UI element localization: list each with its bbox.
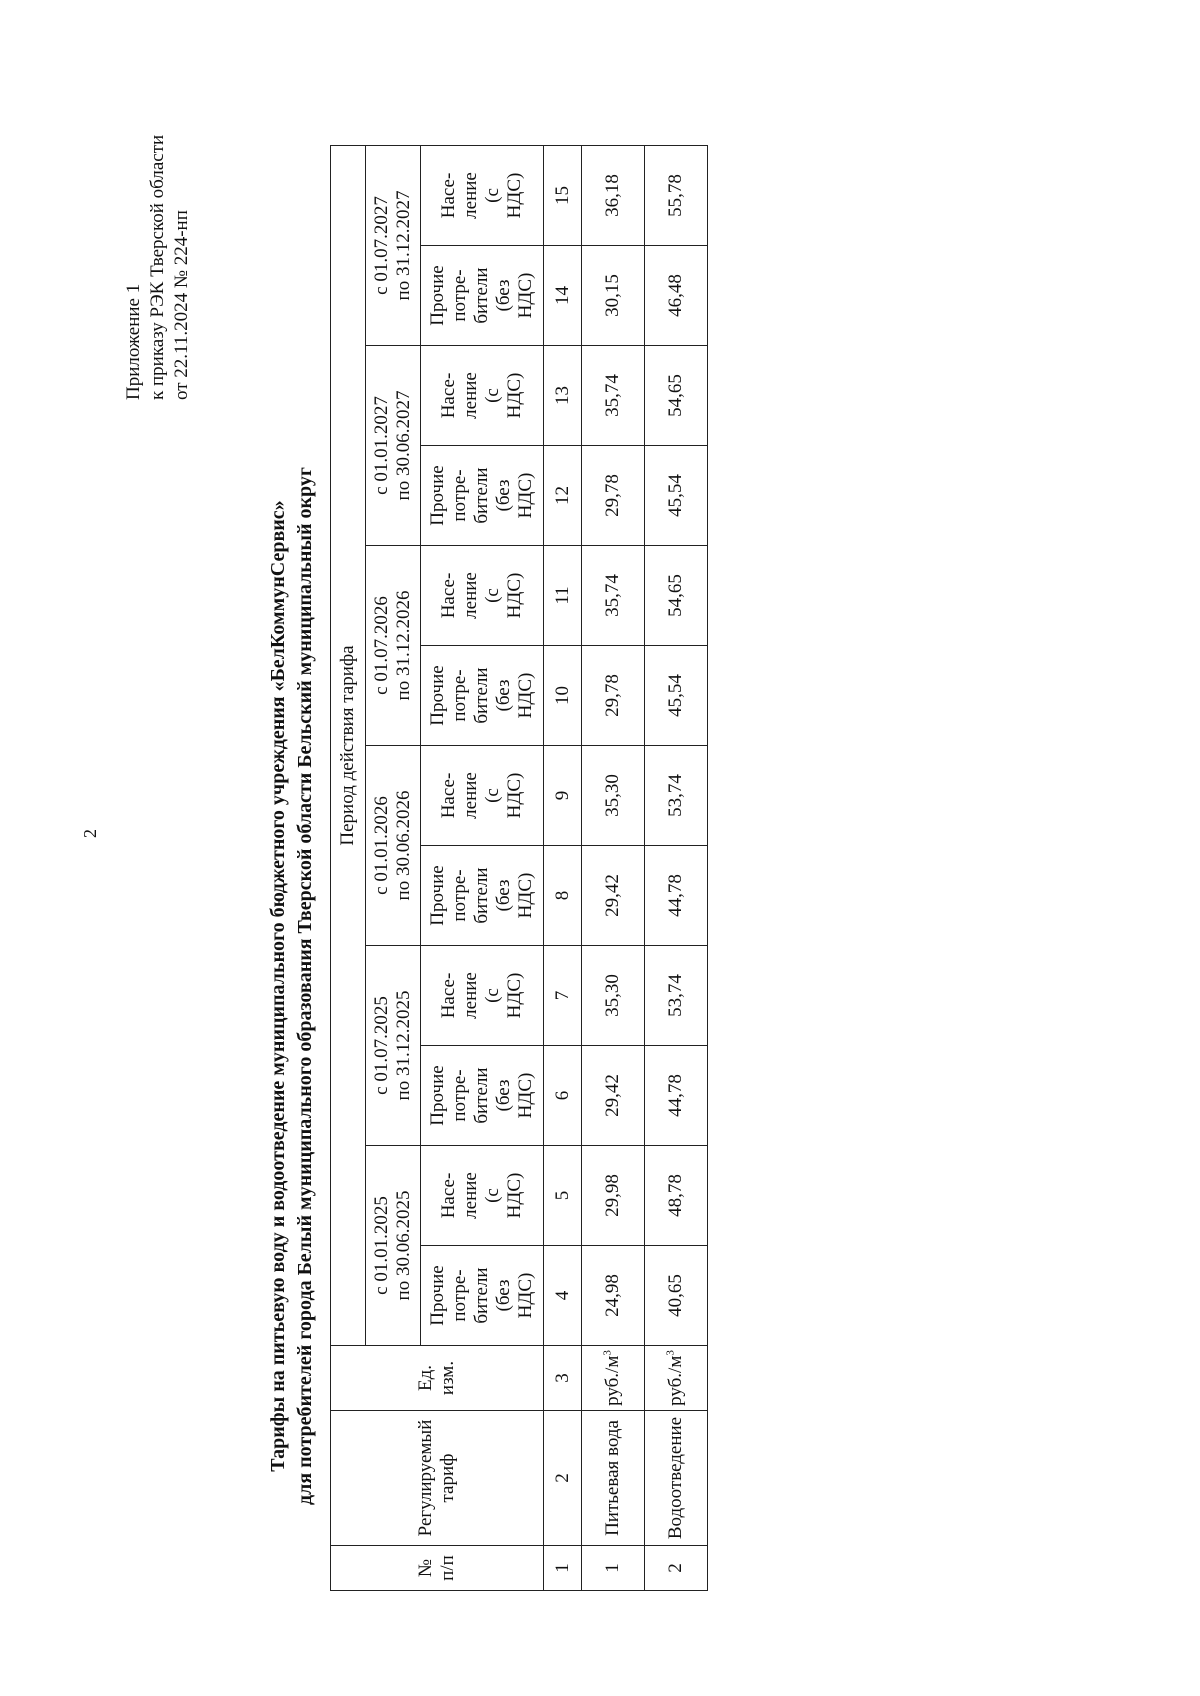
period-end: по 31.12.2026 <box>393 590 414 701</box>
row-num: 2 <box>645 1546 708 1591</box>
document-title <box>265 436 319 1536</box>
col-number: 4 <box>544 1246 582 1346</box>
row-unit <box>645 1346 708 1411</box>
col-label-line: бители <box>471 1267 492 1324</box>
header-num-label: № п/п <box>415 1555 458 1581</box>
col-label-line: Насе- <box>438 972 459 1019</box>
period-start: с 01.07.2025 <box>371 996 392 1095</box>
col-other-consumers <box>421 846 544 946</box>
col-population <box>421 145 544 245</box>
header-tariff <box>331 1411 544 1546</box>
col-label-line: ление <box>460 372 481 419</box>
period-end: по 31.12.2027 <box>393 190 414 301</box>
tariff-value: 35,74 <box>582 346 645 446</box>
tariff-value: 53,74 <box>645 946 708 1046</box>
col-label-line: Насе- <box>438 372 459 419</box>
period-start: с 01.01.2026 <box>371 796 392 895</box>
col-number: 10 <box>544 646 582 746</box>
col-label-line: НДС) <box>515 1072 536 1119</box>
col-label-line: (с <box>482 188 503 203</box>
col-label-line: Прочие <box>427 465 448 526</box>
period-start: с 01.01.2027 <box>371 396 392 495</box>
col-number: 6 <box>544 1046 582 1146</box>
period-end: по 30.06.2027 <box>393 390 414 501</box>
unit-text: руб./м <box>665 1355 686 1406</box>
col-number: 2 <box>544 1411 582 1546</box>
table-row <box>582 145 645 1590</box>
title-line-2: для потребителей города Белый муниципального образования Тверской области Бельский муниципальный округ <box>294 467 316 1506</box>
header-unit <box>331 1346 544 1411</box>
col-label-line: НДС) <box>504 972 525 1019</box>
col-label-line: (с <box>482 988 503 1003</box>
tariff-value: 29,78 <box>582 446 645 546</box>
col-label-line: (с <box>482 788 503 803</box>
col-population <box>421 946 544 1046</box>
col-label-line: потре- <box>449 1069 470 1122</box>
period-cell <box>366 145 421 345</box>
tariff-value: 55,78 <box>645 145 708 245</box>
period-end: по 31.12.2025 <box>393 990 414 1101</box>
col-label-line: бители <box>471 267 492 324</box>
unit-text: руб./м <box>602 1355 623 1406</box>
col-population <box>421 1146 544 1246</box>
period-end: по 30.06.2025 <box>393 1190 414 1301</box>
row-name: Водоотведение <box>645 1411 708 1546</box>
tariff-value: 54,65 <box>645 346 708 446</box>
col-label-line: (с <box>482 1188 503 1203</box>
tariff-table <box>330 145 708 1591</box>
tariff-value: 35,74 <box>582 546 645 646</box>
period-start: с 01.07.2026 <box>371 596 392 695</box>
col-label-line: ление <box>460 572 481 619</box>
row-num: 1 <box>582 1546 645 1591</box>
col-label-line: Насе- <box>438 172 459 219</box>
col-other-consumers <box>421 1046 544 1146</box>
header-row-numbers <box>544 145 582 1590</box>
tariff-value: 30,15 <box>582 246 645 346</box>
col-label-line: (без <box>493 1079 514 1112</box>
period-cell <box>366 546 421 746</box>
col-population <box>421 746 544 846</box>
col-label-line: бители <box>471 867 492 924</box>
tariff-value: 44,78 <box>645 846 708 946</box>
period-cell <box>366 1146 421 1346</box>
col-label-line: НДС) <box>504 772 525 819</box>
tariff-value: 24,98 <box>582 1246 645 1346</box>
period-end: по 30.06.2026 <box>393 790 414 901</box>
period-cell <box>366 746 421 946</box>
unit-superscript: 3 <box>601 1350 614 1356</box>
period-start: с 01.01.2025 <box>371 1196 392 1295</box>
col-label-line: НДС) <box>515 672 536 719</box>
col-other-consumers <box>421 646 544 746</box>
col-label-line: НДС) <box>515 872 536 919</box>
period-cell <box>366 946 421 1146</box>
col-label-line: бители <box>471 667 492 724</box>
tariff-value: 40,65 <box>645 1246 708 1346</box>
col-other-consumers <box>421 446 544 546</box>
col-label-line: Прочие <box>427 265 448 326</box>
tariff-value: 46,48 <box>645 246 708 346</box>
col-label-line: НДС) <box>504 172 525 219</box>
row-name: Питьевая вода <box>582 1411 645 1546</box>
col-label-line: Прочие <box>427 1065 448 1126</box>
col-label-line: потре- <box>449 1269 470 1322</box>
appendix-line-3: от 22.11.2024 № 224-нп <box>171 210 192 400</box>
tariff-value: 29,42 <box>582 846 645 946</box>
title-line-1: Тарифы на питьевую воду и водоотведение муниципального бюджетного учреждения «БелКоммунСервис» <box>267 500 289 1472</box>
col-label-line: Насе- <box>438 772 459 819</box>
col-label-line: бители <box>471 1067 492 1124</box>
col-label-line: потре- <box>449 469 470 522</box>
tariff-value: 29,78 <box>582 646 645 746</box>
tariff-value: 36,18 <box>582 145 645 245</box>
tariff-value: 53,74 <box>645 746 708 846</box>
col-label-line: потре- <box>449 269 470 322</box>
col-label-line: (с <box>482 388 503 403</box>
tariff-value: 44,78 <box>645 1046 708 1146</box>
col-population <box>421 546 544 646</box>
col-label-line: (без <box>493 479 514 512</box>
col-label-line: НДС) <box>515 472 536 519</box>
header-period <box>331 145 366 1345</box>
tariff-value: 35,30 <box>582 746 645 846</box>
row-unit <box>582 1346 645 1411</box>
col-number: 11 <box>544 546 582 646</box>
col-label-line: НДС) <box>515 1272 536 1319</box>
header-period-label: Период действия тарифа <box>337 645 358 846</box>
col-label-line: бители <box>471 467 492 524</box>
col-label-line: Прочие <box>427 1265 448 1326</box>
col-label-line: (без <box>493 1279 514 1312</box>
col-label-line: ление <box>460 772 481 819</box>
col-label-line: потре- <box>449 869 470 922</box>
table-row <box>645 145 708 1590</box>
col-other-consumers <box>421 246 544 346</box>
tariff-value: 45,54 <box>645 446 708 546</box>
col-label-line: (без <box>493 879 514 912</box>
col-label-line: НДС) <box>515 272 536 319</box>
tariff-value: 35,30 <box>582 946 645 1046</box>
header-unit-label: Ед. изм. <box>415 1360 458 1396</box>
unit-superscript: 3 <box>664 1350 677 1356</box>
header-tariff-label: Регулируемый тариф <box>415 1419 458 1537</box>
tariff-value: 29,42 <box>582 1046 645 1146</box>
col-label-line: (с <box>482 588 503 603</box>
header-num <box>331 1546 544 1591</box>
col-other-consumers <box>421 1246 544 1346</box>
col-label-line: ление <box>460 972 481 1019</box>
col-number: 14 <box>544 246 582 346</box>
col-label-line: Прочие <box>427 865 448 926</box>
appendix-line-2: к приказу РЭК Тверской области <box>147 134 168 400</box>
appendix-block <box>122 135 194 400</box>
col-label-line: Насе- <box>438 1172 459 1219</box>
tariff-value: 48,78 <box>645 1146 708 1246</box>
col-number: 8 <box>544 846 582 946</box>
col-number: 7 <box>544 946 582 1046</box>
col-number: 9 <box>544 746 582 846</box>
col-label-line: потре- <box>449 669 470 722</box>
page-number: 2 <box>80 829 100 838</box>
col-label-line: (без <box>493 679 514 712</box>
col-label-line: Насе- <box>438 572 459 619</box>
col-number: 15 <box>544 145 582 245</box>
col-label-line: ление <box>460 172 481 219</box>
tariff-value: 54,65 <box>645 546 708 646</box>
tariff-value: 45,54 <box>645 646 708 746</box>
period-start: с 01.07.2027 <box>371 196 392 295</box>
col-population <box>421 346 544 446</box>
header-row-top <box>331 145 366 1590</box>
col-label-line: (без <box>493 279 514 312</box>
col-label-line: Прочие <box>427 665 448 726</box>
appendix-line-1: Приложение 1 <box>123 283 144 400</box>
col-label-line: НДС) <box>504 372 525 419</box>
col-label-line: НДС) <box>504 572 525 619</box>
col-label-line: НДС) <box>504 1172 525 1219</box>
period-cell <box>366 346 421 546</box>
col-number: 1 <box>544 1546 582 1591</box>
col-label-line: ление <box>460 1172 481 1219</box>
col-number: 12 <box>544 446 582 546</box>
col-number: 5 <box>544 1146 582 1246</box>
col-number: 13 <box>544 346 582 446</box>
tariff-value: 29,98 <box>582 1146 645 1246</box>
col-number: 3 <box>544 1346 582 1411</box>
